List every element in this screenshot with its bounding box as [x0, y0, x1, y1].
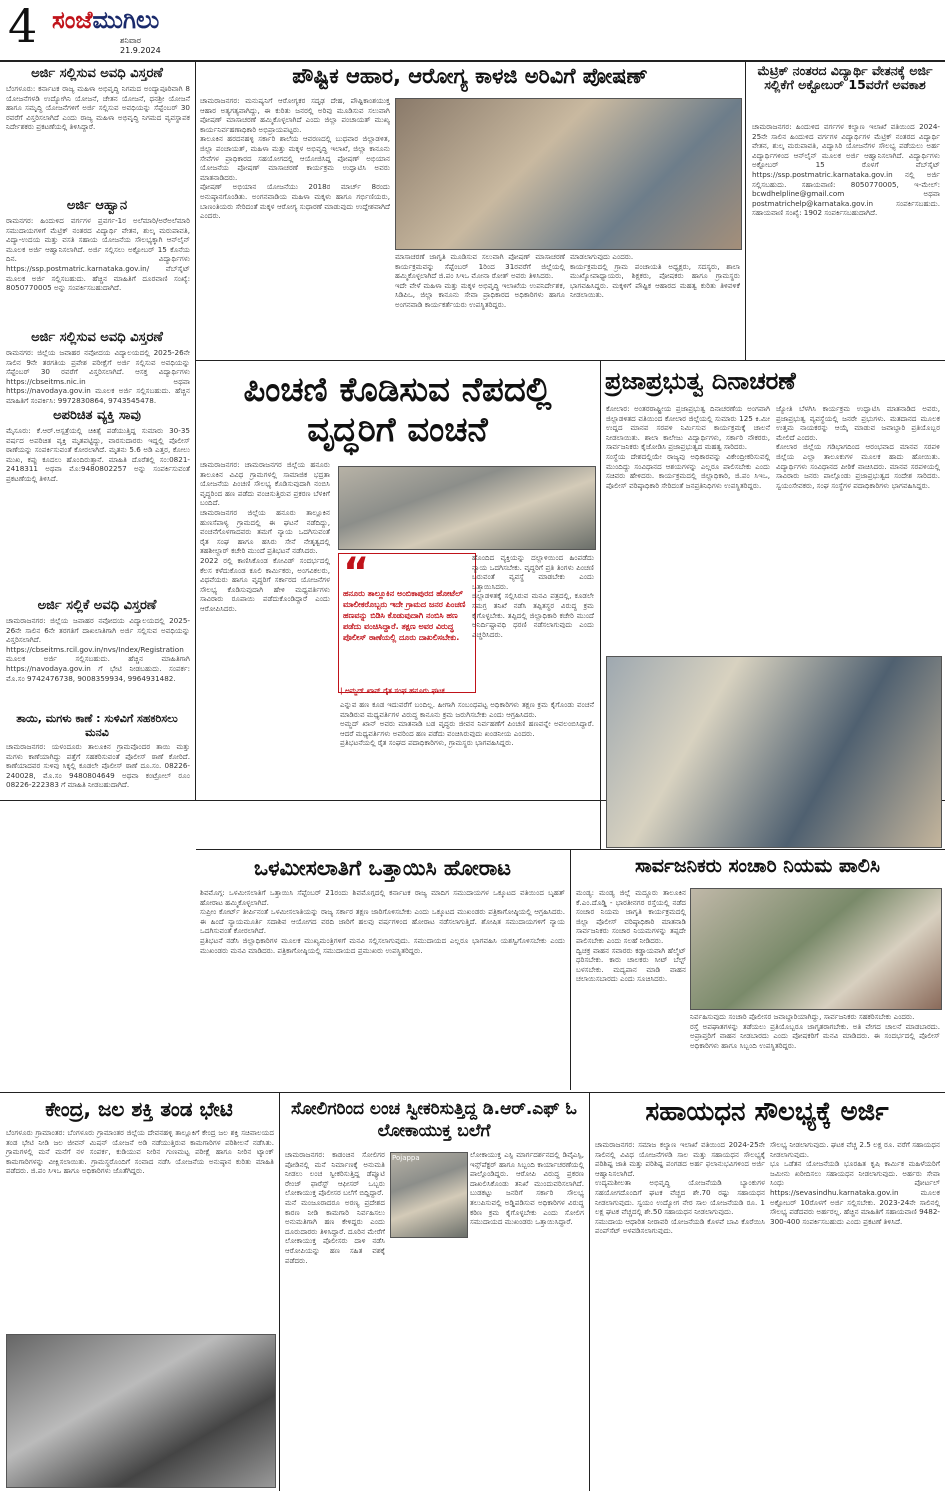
sidebar-headline-3: ಅರ್ಜಿ ಸಲ್ಲಿಸುವ ಅವಧಿ ವಿಸ್ತರಣೆ: [31, 330, 163, 345]
day: ಶನಿವಾರ: [120, 36, 142, 45]
subsidy-body-left: ಚಾಮರಾಜನಗರ: ಸಮಾಜ ಕಲ್ಯಾಣ ಇಲಾಖೆ ವತಿಯಿಂದ 2024-25ನೇ ಸಾಲಿನಲ್ಲಿ ವಿವಿಧ ಯೋಜನೆಗಳಡಿ ಸಾಲ ಮತ್ತು ಸಹಾಯಧನ ಸೌಲಭ್ಯಕ್ಕೆ ಪರಿಶಿಷ್ಟ ಜಾತಿ ಮತ್ತು ಪರಿಶಿಷ್ಟ ಪಂಗಡದ ಅರ್ಹ ಫಲಾನುಭವಿಗಳಿಂದ ಅರ್ಜಿ ಆಹ್ವಾನಿಸಲಾಗಿದೆ. ಉದ್ಯಮಶೀಲತಾ ಅಭಿವೃದ್ಧಿ ಯೋಜನೆಯಡಿ ಬ್ಯಾಂಕುಗಳ ಸಹಯೋಗದೊಂದಿಗೆ ಘಟಕ ವೆಚ್ಚದ ಶೇ.70 ರಷ್ಟು ಸಹಾಯಧನ ನೀಡಲಾಗುವುದು. ಸ್ವಯಂ ಉದ್ಯೋಗ ನೇರ ಸಾಲ ಯೋಜನೆಯಡಿ ರೂ. 1 ಲಕ್ಷ ಘಟಕ ವೆಚ್ಚದಲ್ಲಿ ಶೇ.50 ಸಹಾಯಧನ ನೀಡಲಾಗುವುದು. ಸಮುದಾಯ ಆಧಾರಿತ ನೀರಾವರಿ ಯೋಜನೆಯಡಿ ಕೊಳವೆ ಬಾವಿ ಕೊರೆಯಿಸಿ ಪಂಪ್‍ಸೆಟ್ ಅಳವಡಿಸಲಾಗುವುದು.: [595, 1140, 765, 1236]
lokayukta-body-right: ಲೋಕಾಯುಕ್ತ ಎಸ್ಪಿ ಮಾರ್ಗದರ್ಶನದಲ್ಲಿ ಡಿವೈಎಸ್ಪಿ, ಇನ್ಸ್‌ಪೆಕ್ಟರ್ ಹಾಗೂ ಸಿಬ್ಬಂದಿ ಕಾರ್ಯಾಚರಣೆಯಲ್ಲಿ ಪಾಲ್ಗೊಂಡಿದ್ದರು. ಆರೋಪಿ ವಿರುದ್ಧ ಪ್ರಕರಣ ದಾಖಲಿಸಿಕೊಂಡು ತನಿಖೆ ಮುಂದುವರಿಸಲಾಗಿದೆ. ಬುಡಕಟ್ಟು ಜನರಿಗೆ ಸರ್ಕಾರಿ ಸೌಲಭ್ಯ ತಲುಪಿಸುವಲ್ಲಿ ಅಡ್ಡಿಪಡಿಸುವ ಅಧಿಕಾರಿಗಳ ವಿರುದ್ಧ ಕಠಿಣ ಕ್ರಮ ಕೈಗೊಳ್ಳಬೇಕು ಎಂದು ಸೋಲಿಗ ಸಮುದಾಯದ ಮುಖಂಡರು ಒತ್ತಾಯಿಸಿದ್ದಾರೆ.: [470, 1150, 587, 1227]
sidebar-body-4: ಮೈಸೂರು: ಕೆ.ಆರ್.ಆಸ್ಪತ್ರೆಯಲ್ಲಿ ಚಿಕಿತ್ಸೆ ಪಡೆಯುತ್ತಿದ್ದ ಸುಮಾರು 30-35 ವರ್ಷದ ಅಪರಿಚಿತ ವ್ಯಕ್ತಿ ಮೃತಪಟ್ಟಿದ್ದು, ವಾರಸುದಾರರು ಇದ್ದಲ್ಲಿ ಪೊಲೀಸ್ ಠಾಣೆಯನ್ನು ಸಂಪರ್ಕಿಸುವಂತೆ ಕೋರಲಾಗಿದೆ. ಮೃತನು 5.6 ಅಡಿ ಎತ್ತರ, ಕೋಲು ಮುಖ, ಕಪ್ಪು ಕೂದಲು ಹೊಂದಿರುತ್ತಾನೆ. ಮಾಹಿತಿ ದೊರೆತಲ್ಲಿ ಸಂ:0821-2418311 ಅಥವಾ ಮೊ:9480802257 ಅನ್ನು ಸಂಪರ್ಕಿಸುವಂತೆ ಪ್ರಕಟಣೆಯಲ್ಲಿ ತಿಳಿಸಿದೆ.: [6, 426, 193, 483]
scholarship-divider: [745, 62, 746, 360]
democracy-headline: ಪ್ರಜಾಪ್ರಭುತ್ವ ದಿನಾಚರಣೆ: [605, 367, 796, 395]
traffic-divider: [570, 850, 571, 1090]
subsidy-body-right: ಸೌಲಭ್ಯ ನೀಡಲಾಗುವುದು. ಘಟಕ ವೆಚ್ಚ 2.5 ಲಕ್ಷ ರೂ. ವರೆಗೆ ಸಹಾಯಧನ ನೀಡಲಾಗುವುದು. ಭೂ ಒಡೆತನ ಯೋಜನೆಯಡಿ ಭೂರಹಿತ ಕೃಷಿ ಕಾರ್ಮಿಕ ಮಹಿಳೆಯರಿಗೆ ಜಮೀನು ಖರೀದಿಸಲು ಸಹಾಯಧನ ನೀಡಲಾಗುವುದು. ಅರ್ಹರು ಸೇವಾ ಸಿಂಧು ಪೋರ್ಟಲ್ https://sevasindhu.karnataka.gov.in ಮೂಲಕ ಅಕ್ಟೋಬರ್ 10ರೊಳಗೆ ಅರ್ಜಿ ಸಲ್ಲಿಸಬೇಕು. 2023-24ನೇ ಸಾಲಿನಲ್ಲಿ ಸೌಲಭ್ಯ ಪಡೆದವರು ಅರ್ಹರಲ್ಲ. ಹೆಚ್ಚಿನ ಮಾಹಿತಿಗೆ ಸಹಾಯವಾಣಿ 9482-300-400 ಸಂಪರ್ಕಿಸಬಹುದು ಎಂದು ಪ್ರಕಟಣೆ ತಿಳಿಸಿದೆ.: [770, 1140, 940, 1226]
lokayukta-headline: ಸೋಲಿಗರಿಂದ ಲಂಚ ಸ್ವೀಕರಿಸುತ್ತಿದ್ದ ಡಿ.ಆರ್.ಎಫ್ ಓ ಲೋಕಾಯುಕ್ತ ಬಲೆಗೆ: [291, 1099, 577, 1141]
masthead-rule: [0, 60, 945, 62]
sidebar-headline-5: ಅರ್ಜಿ ಸಲ್ಲಿಕೆ ಅವಧಿ ವಿಸ್ತರಣೆ: [37, 598, 157, 613]
accused-photo-caption: Pojappa: [392, 1154, 420, 1162]
poshan-body-right: ಮಾಸಾಚರಣೆ ಜಾಗೃತಿ ಮೂಡಿಸುವ ಸಲುವಾಗಿ ಪೋಷಣ್ ಮಾಸಾಚರಣೆ ಕಾರ್ಯಕ್ರಮವನ್ನು ಸೆಪ್ಟೆಂಬರ್ 1ರಿಂದ 31ರವರೆಗೆ ಜಿಲ್ಲೆಯಲ್ಲಿ ಹಮ್ಮಿಕೊಳ್ಳಲಾಗಿದೆ ಜಿ.ಪಂ ಸಿಇಒ ಮೋನಾ ರೋತ್ ಅವರು ತಿಳಿಸಿದರು. ಇದೇ ವೇಳೆ ಮಹಿಳಾ ಮತ್ತು ಮಕ್ಕಳ ಅಭಿವೃದ್ಧಿ ಇಲಾಖೆಯ ಉಪನಿರ್ದೇಶಕ, ಸಿಡಿಪಿಒ, ಜಿಲ್ಲಾ ಕಾನೂನು ಸೇವಾ ಪ್ರಾಧಿಕಾರದ ಅಧಿಕಾರಿಗಳು ಹಾಗೂ ಅಂಗನವಾಡಿ ಕಾರ್ಯಕರ್ತೆಯರು ಉಪಸ್ಥಿತರಿದ್ದರು.: [395, 252, 565, 309]
sidebar-body-1: ಬೆಂಗಳೂರು: ಕರ್ನಾಟಕ ರಾಜ್ಯ ಮಹಿಳಾ ಅಭಿವೃದ್ಧಿ ನಿಗಮದ ಅಂದ್ಯಾಪೂರಿವಾಗಿ 8 ಯೋಜನೆಗಳಡಿ ಉದ್ಯೋಗಿನಿ ಯೋಜನೆ, ಚೇತನ ಯೋಜನೆ, ಧನಶ್ರೀ ಯೋಜನೆ ಹಾಗೂ ಸಮೃದ್ಧಿ ಯೋಜನೆಗಳಿಗೆ ಅರ್ಜಿ ಸಲ್ಲಿಸುವ ಅವಧಿಯನ್ನು ಸೆಪ್ಟೆಂಬರ್ 30 ರವರೆಗೆ ವಿಸ್ತರಿಸಲಾಗಿದೆ ಎಂದು ರಾಜ್ಯ ಮಹಿಳಾ ಅಭಿವೃದ್ಧಿ ನಿಗಮದ ವ್ಯವಸ್ಥಾಪಕ ನಿರ್ದೇಶಕರು ಪ್ರಕಟಣೆಯಲ್ಲಿ ತಿಳಿಸಿದ್ದಾರೆ.: [6, 84, 193, 132]
central-team-visit-photo: [6, 1334, 276, 1488]
date: 21.9.2024: [120, 46, 161, 55]
pension-pull-quote: [338, 550, 476, 693]
democracy-body: ಕೋಲಾರ: ಅಂತರರಾಷ್ಟ್ರೀಯ ಪ್ರಜಾಪ್ರಭುತ್ವ ದಿನಾಚರಣೆಯ ಅಂಗವಾಗಿ ಜಿಲ್ಲಾಡಳಿತದ ವತಿಯಿಂದ ಕೋಲಾರ ಜಿಲ್ಲೆಯಲ್ಲಿ ಸುಮಾರು 125 ಕಿ.ಮೀ ಉದ್ದದ ಮಾನವ ಸರಪಳಿ ನಿರ್ಮಿಸುವ ಕಾರ್ಯಕ್ರಮಕ್ಕೆ ಚಾಲನೆ ನೀಡಲಾಯಿತು. ಶಾಲಾ ಕಾಲೇಜು ವಿದ್ಯಾರ್ಥಿಗಳು, ಸರ್ಕಾರಿ ನೌಕರರು, ಸಾರ್ವಜನಿಕರು ಕೈಜೋಡಿಸಿ ಪ್ರಜಾಪ್ರಭುತ್ವದ ಮಹತ್ವ ಸಾರಿದರು. ಸಂಸ್ಥೆಯ ದೇಶದಲ್ಲಿಯೇ ರಾಜ್ಯವು ಅಧಿಕಾರವನ್ನು ವಿಕೇಂದ್ರೀಕರಿಸುವಲ್ಲಿ ಮುಂದಿದ್ದು ಸಂವಿಧಾನದ ಆಶಯಗಳನ್ನು ಎಲ್ಲರೂ ಪಾಲಿಸಬೇಕು ಎಂದು ಸಚಿವರು ಹೇಳಿದರು. ಕಾರ್ಯಕ್ರಮದಲ್ಲಿ ಜಿಲ್ಲಾಧಿಕಾರಿ, ಜಿ.ಪಂ ಸಿಇಒ, ಪೊಲೀಸ್ ವರಿಷ್ಠಾಧಿಕಾರಿ ಸೇರಿದಂತೆ ಜನಪ್ರತಿನಿಧಿಗಳು ಉಪಸ್ಥಿತರಿದ್ದರು.: [606, 404, 770, 490]
logo-word-mugilu: ಮುಗಿಲು: [92, 6, 160, 34]
pension-protest-photo: [338, 466, 596, 550]
traffic-headline: ಸಾರ್ವಜನಿಕರು ಸಂಚಾರಿ ನಿಯಮ ಪಾಲಿಸಿ: [635, 855, 880, 877]
poshan-headline: ಪೌಷ್ಟಿಕ ಆಹಾರ, ಆರೋಗ್ಯ ಕಾಳಜಿ ಅರಿವಿಗೆ ಪೋಷಣ್: [292, 64, 648, 88]
sidebar-headline-2: ಅರ್ಜಿ ಆಹ್ವಾನ: [66, 198, 128, 213]
democracy-body-right: ಜ್ಯೋತಿ ಬೆಳಗಿಸಿ ಕಾರ್ಯಕ್ರಮ ಉದ್ಘಾಟಿಸಿ ಮಾತನಾಡಿದ ಅವರು, ಪ್ರಜಾಪ್ರಭುತ್ವ ವ್ಯವಸ್ಥೆಯಲ್ಲಿ ಜನರೇ ಪ್ರಭುಗಳು. ಮತದಾನದ ಮೂಲಕ ಉತ್ತಮ ನಾಯಕರನ್ನು ಆಯ್ಕೆ ಮಾಡುವ ಜವಾಬ್ದಾರಿ ಪ್ರತಿಯೊಬ್ಬರ ಮೇಲಿದೆ ಎಂದರು. ಕೋಲಾರ ಜಿಲ್ಲೆಯ ಗಡಿಭಾಗದಿಂದ ಆರಂಭವಾದ ಮಾನವ ಸರಪಳಿ ಜಿಲ್ಲೆಯ ಎಲ್ಲಾ ತಾಲೂಕುಗಳ ಮೂಲಕ ಹಾದು ಹೋಯಿತು. ವಿದ್ಯಾರ್ಥಿಗಳು ಸಂವಿಧಾನದ ಪೀಠಿಕೆ ವಾಚಿಸಿದರು. ಮಾನವ ಸರಪಳಿಯಲ್ಲಿ ಸಾವಿರಾರು ಜನರು ಪಾಲ್ಗೊಂಡು ಪ್ರಜಾಪ್ರಭುತ್ವದ ಸಂದೇಶ ಸಾರಿದರು. ಸ್ವಯಂಸೇವಕರು, ಸಂಘ ಸಂಸ್ಥೆಗಳ ಪದಾಧಿಕಾರಿಗಳು ಭಾಗವಹಿಸಿದ್ದರು.: [776, 404, 940, 490]
masthead: [0, 0, 945, 60]
traffic-body-left: ಮಂಡ್ಯ: ಮಂಡ್ಯ ಜಿಲ್ಲೆ ಮದ್ದೂರು ತಾಲೂಕಿನ ಕೆ.ಎಂ.ದೊಡ್ಡಿ - ಭಾರತೀನಗರ ರಸ್ತೆಯಲ್ಲಿ ನಡೆದ ಸಂಚಾರ ನಿಯಮ ಜಾಗೃತಿ ಕಾರ್ಯಕ್ರಮದಲ್ಲಿ ಜಿಲ್ಲಾ ಪೊಲೀಸ್ ವರಿಷ್ಠಾಧಿಕಾರಿ ಮಾತನಾಡಿ ಸಾರ್ವಜನಿಕರು ಸಂಚಾರ ನಿಯಮಗಳನ್ನು ತಪ್ಪದೇ ಪಾಲಿಸಬೇಕು ಎಂದು ಸಲಹೆ ನೀಡಿದರು. ದ್ವಿಚಕ್ರ ವಾಹನ ಸವಾರರು ಕಡ್ಡಾಯವಾಗಿ ಹೆಲ್ಮೆಟ್ ಧರಿಸಬೇಕು. ಕಾರು ಚಾಲಕರು ಸೀಟ್ ಬೆಲ್ಟ್ ಬಳಸಬೇಕು. ಮದ್ಯಪಾನ ಮಾಡಿ ವಾಹನ ಚಲಾಯಿಸಬಾರದು ಎಂದು ಸೂಚಿಸಿದರು.: [576, 888, 686, 984]
pension-quote-text: ಹನೂರು ತಾಲ್ಲೂಕಿನ ಅಂಬಿಕಾಪುರದ ಹೋಟೆಲ್ ಮಾಲೀಕರೊಬ್ಬರು ಇದೇ ಗ್ರಾಮದ ಜನರ ಪಿಂಚಣಿ ಹಣವನ್ನು ಬಿಡಿಸಿ ಕೊಡುವುದಾಗಿ ನಂಬಿಸಿ ಹಣ ಪಡೆದು ವಂಚಿಸಿದ್ದಾರೆ. ತಕ್ಷಣ ಅವರ ವಿರುದ್ಧ ಪೊಲೀಸ್ ಠಾಣೆಯಲ್ಲಿ ದೂರು ದಾಖಲಿಸಬೇಕು.: [343, 589, 466, 642]
scholarship-headline: ಮೆಟ್ರಿಕ್ ನಂತರದ ವಿದ್ಯಾರ್ಥಿ ವೇತನಕ್ಕೆ ಅರ್ಜಿ ಸಲ್ಲಿಕೆಗೆ ಅಕ್ಟೋಬರ್ 15ವರೆಗೆ ಅವಕಾಶ: [757, 63, 933, 93]
sidebar-headline-4: ಅಪರಿಚಿತ ವ್ಯಕ್ತಿ ಸಾವು: [53, 408, 141, 423]
rule-mid-top: [196, 360, 945, 361]
quote-mark-icon: “: [343, 550, 370, 596]
sidebar-headline-1: ಅರ್ಜಿ ಸಲ್ಲಿಸುವ ಅವಧಿ ವಿಸ್ತರಣೆ: [31, 66, 163, 81]
traffic-body-right: ನಿರ್ವಹಿಸುವುದು ಸಂಚಾರಿ ಪೊಲೀಸರ ಜವಾಬ್ದಾರಿಯಾಗಿದ್ದು, ಸಾರ್ವಜನಿಕರು ಸಹಕರಿಸಬೇಕು ಎಂದರು. ರಸ್ತೆ ಅಪಘಾತಗಳನ್ನು ತಡೆಯಲು ಪ್ರತಿಯೊಬ್ಬರೂ ಜಾಗೃತರಾಗಬೇಕು. ಅತಿ ವೇಗದ ಚಾಲನೆ ಮಾಡಬಾರದು. ಅಪ್ರಾಪ್ತರಿಗೆ ವಾಹನ ನೀಡಬಾರದು ಎಂದು ಪೋಷಕರಿಗೆ ಮನವಿ ಮಾಡಿದರು. ಈ ಸಂದರ್ಭದಲ್ಲಿ ಪೊಲೀಸ್ ಅಧಿಕಾರಿಗಳು ಹಾಗೂ ಸಿಬ್ಬಂದಿ ಉಪಸ್ಥಿತರಿದ್ದರು.: [690, 1012, 940, 1050]
pension-headline: ಪಿಂಚಣಿ ಕೊಡಿಸುವ ನೆಪದಲ್ಲಿ ವೃದ್ಧರಿಗೆ ವಂಚನೆ: [243, 370, 552, 450]
poshan-body-far: ಮಾಡಲಾಗುವುದು ಎಂದರು. ಕಾರ್ಯಕ್ರಮದಲ್ಲಿ ಗ್ರಾಮ ಪಂಚಾಯತಿ ಅಧ್ಯಕ್ಷರು, ಸದಸ್ಯರು, ಶಾಲಾ ಮುಖ್ಯೋಪಾಧ್ಯಾಯರು, ಶಿಕ್ಷಕರು, ಪೋಷಕರು ಹಾಗೂ ಗ್ರಾಮಸ್ಥರು ಭಾಗವಹಿಸಿದ್ದರು. ಮಕ್ಕಳಿಗೆ ಪೌಷ್ಟಿಕ ಆಹಾರದ ಮಹತ್ವ ಕುರಿತು ತಿಳಿವಳಿಕೆ ನೀಡಲಾಯಿತು.: [570, 252, 740, 300]
sidebar-body-2: ರಾಮನಗರ: ಹಿಂದುಳಿದ ವರ್ಗಗಳ ಪ್ರವರ್ಗ-1ರ ಅಲೆಮಾರಿ/ಅರೆಅಲೆಮಾರಿ ಸಮುದಾಯಗಳಿಗೆ ಮೆಟ್ರಿಕ್ ನಂತರದ ವಿದ್ಯಾರ್ಥಿ ವೇತನ, ಶುಲ್ಕ ಮರುಪಾವತಿ, ವಿದ್ಯಾ-ಉದಯ ಮತ್ತು ವಸತಿ ಸಹಾಯ ಯೋಜನೆಯ ಸೌಲಭ್ಯಕ್ಕಾಗಿ ಆನ್‍ಲೈನ್ ಮೂಲಕ ಅರ್ಜಿ ಆಹ್ವಾನಿಸಲಾಗಿದೆ. ಅರ್ಜಿ ಸಲ್ಲಿಸಲು ಅಕ್ಟೋಬರ್ 15 ಕೊನೆಯ ದಿನ. ವಿದ್ಯಾರ್ಥಿಗಳು https://ssp.postmatric.karnataka.gov.in/ ವೆಬ್‍ಸೈಟ್ ಮೂಲಕ ಅರ್ಜಿ ಸಲ್ಲಿಸಬಹುದು. ಹೆಚ್ಚಿನ ಮಾಹಿತಿಗೆ ದೂರವಾಣಿ ಸಂಖ್ಯೆ: 8050770005 ಅನ್ನು ಸಂಪರ್ಕಿಸಬಹುದಾಗಿದೆ.: [6, 216, 193, 293]
sidebar-headline-6: ತಾಯಿ, ಮಗಳು ಕಾಣೆ : ಸುಳಿವಿಗೆ ಸಹಕರಿಸಲು ಮನವಿ: [16, 712, 178, 739]
central-team-headline: ಕೇಂದ್ರ, ಜಲ ಶಕ್ತಿ ತಂಡ ಭೇಟಿ: [45, 1097, 233, 1121]
pension-body-mid: ಎನ್ನುವ ಹಣ ಕೂಡ ಇದುವರೆಗೆ ಬಂದಿಲ್ಲ. ಹೀಗಾಗಿ ಸಂಬಂಧಪಟ್ಟ ಅಧಿಕಾರಿಗಳು ತಕ್ಷಣ ಕ್ರಮ ಕೈಗೊಂಡು ವಂಚನೆ ಮಾಡಿರುವ ಮಧ್ಯವರ್ತಿಗಳ ವಿರುದ್ಧ ಕಾನೂನು ಕ್ರಮ ಜರುಗಿಸಬೇಕು ಎಂದು ಆಗ್ರಹಿಸಿದರು. ಅಮ್ಜದ್ ಖಾನ್ ಅವರು ಮಾತನಾಡಿ ಬಡ ವೃದ್ಧರು ಜೀವನ ನಿರ್ವಹಣೆಗೆ ಪಿಂಚಣಿ ಹಣವನ್ನೇ ಅವಲಂಬಿಸಿದ್ದಾರೆ. ಆದರೆ ಮಧ್ಯವರ್ತಿಗಳು ಅವರಿಂದ ಹಣ ಪಡೆದು ವಂಚಿಸಿರುವುದು ಖಂಡನೀಯ ಎಂದರು. ಪ್ರತಿಭಟನೆಯಲ್ಲಿ ರೈತ ಸಂಘದ ಪದಾಧಿಕಾರಿಗಳು, ಗ್ರಾಮಸ್ಥರು ಭಾಗವಹಿಸಿದ್ದರು.: [340, 700, 594, 748]
sidebar-body-3: ರಾಮನಗರ: ಜಿಲ್ಲೆಯ ಜವಾಹರ ನವೋದಯ ವಿದ್ಯಾಲಯದಲ್ಲಿ 2025-26ನೇ ಸಾಲಿನ 9ನೇ ತರಗತಿಯ ಪ್ರವೇಶ ಪರೀಕ್ಷೆಗೆ ಅರ್ಜಿ ಸಲ್ಲಿಸುವ ಅವಧಿಯನ್ನು ಸೆಪ್ಟೆಂಬರ್ 30 ರವರೆಗೆ ವಿಸ್ತರಿಸಲಾಗಿದೆ. ಆಸಕ್ತ ವಿದ್ಯಾರ್ಥಿಗಳು https://cbseitms.nic.in ಅಥವಾ https://navodaya.gov.in ಮೂಲಕ ಅರ್ಜಿ ಸಲ್ಲಿಸಬಹುದು. ಹೆಚ್ಚಿನ ಮಾಹಿತಿಗೆ ಸಂಪರ್ಕಿಸಿ: 9972830864, 9743545478.: [6, 348, 193, 405]
sidebar-body-5: ಚಾಮರಾಜನಗರ: ಜಿಲ್ಲೆಯ ಜವಾಹರ ನವೋದಯ ವಿದ್ಯಾಲಯದಲ್ಲಿ 2025-26ನೇ ಸಾಲಿನ 6ನೇ ತರಗತಿಗೆ ದಾಖಲಾತಿಗಾಗಿ ಅರ್ಜಿ ಸಲ್ಲಿಸುವ ಅವಧಿಯನ್ನು ವಿಸ್ತರಿಸಲಾಗಿದೆ. https://cbseitms.rcil.gov.in/nvs/Index/Registration ಮೂಲಕ ಅರ್ಜಿ ಸಲ್ಲಿಸಬಹುದು. ಹೆಚ್ಚಿನ ಮಾಹಿತಿಗಾಗಿ https://navodaya.gov.in ಗೆ ಭೇಟಿ ನೀಡಬಹುದು. ಸಂಪರ್ಕ: ಮೊ.ಸಂ 9742476738, 9008359934, 9964931482.: [6, 616, 193, 683]
democracy-divider: [600, 361, 601, 849]
reservation-body: ಶಿವಮೊಗ್ಗ: ಒಳಮೀಸಲಾತಿಗೆ ಒತ್ತಾಯಿಸಿ ಸೆಪ್ಟೆಂಬರ್ 21ರಂದು ಶಿವಮೊಗ್ಗದಲ್ಲಿ ಕರ್ನಾಟಕ ರಾಜ್ಯ ಮಾದಿಗ ಸಮುದಾಯಗಳ ಒಕ್ಕೂಟದ ವತಿಯಿಂದ ಬೃಹತ್ ಹೋರಾಟ ಹಮ್ಮಿಕೊಳ್ಳಲಾಗಿದೆ. ಸುಪ್ರೀಂ ಕೋರ್ಟ್ ತೀರ್ಪಿನಂತೆ ಒಳಮೀಸಲಾತಿಯನ್ನು ರಾಜ್ಯ ಸರ್ಕಾರ ತಕ್ಷಣ ಜಾರಿಗೊಳಿಸಬೇಕು ಎಂದು ಒಕ್ಕೂಟದ ಮುಖಂಡರು ಪತ್ರಿಕಾಗೋಷ್ಠಿಯಲ್ಲಿ ಆಗ್ರಹಿಸಿದರು. ಈ ಹಿಂದೆ ನ್ಯಾಯಮೂರ್ತಿ ಸದಾಶಿವ ಆಯೋಗದ ವರದಿ ಜಾರಿಗೆ ಹಲವು ವರ್ಷಗಳಿಂದ ಹೋರಾಟ ನಡೆಸಲಾಗುತ್ತಿದೆ. ಶೋಷಿತ ಸಮುದಾಯಗಳಿಗೆ ನ್ಯಾಯ ಒದಗಿಸುವಂತೆ ಕೋರಲಾಗಿದೆ. ಪ್ರತಿಭಟನೆ ನಡೆಸಿ ಜಿಲ್ಲಾಧಿಕಾರಿಗಳ ಮೂಲಕ ಮುಖ್ಯಮಂತ್ರಿಗಳಿಗೆ ಮನವಿ ಸಲ್ಲಿಸಲಾಗುವುದು. ಸಮುದಾಯದ ಎಲ್ಲರೂ ಭಾಗವಹಿಸಿ ಯಶಸ್ವಿಗೊಳಿಸಬೇಕು ಎಂದು ಮುಖಂಡರು ಮನವಿ ಮಾಡಿದರು. ಪತ್ರಿಕಾಗೋಷ್ಠಿಯಲ್ಲಿ ಸಮುದಾಯದ ಪ್ರಮುಖರು ಉಪಸ್ಥಿತರಿದ್ದರು.: [200, 888, 565, 955]
scholarship-body: ಚಾಮರಾಜನಗರ: ಹಿಂದುಳಿದ ವರ್ಗಗಳ ಕಲ್ಯಾಣ ಇಲಾಖೆ ವತಿಯಿಂದ 2024-25ನೇ ಸಾಲಿನ ಹಿಂದುಳಿದ ವರ್ಗಗಳ ವಿದ್ಯಾರ್ಥಿಗಳ ಮೆಟ್ರಿಕ್ ನಂತರದ ವಿದ್ಯಾರ್ಥಿ ವೇತನ, ಶುಲ್ಕ ಮರುಪಾವತಿ, ವಿದ್ಯಾಸಿರಿ ಯೋಜನೆಗಳ ಸೌಲಭ್ಯ ಪಡೆಯಲು ಅರ್ಹ ವಿದ್ಯಾರ್ಥಿಗಳಿಂದ ಆನ್‍ಲೈನ್ ಮೂಲಕ ಅರ್ಜಿ ಆಹ್ವಾನಿಸಲಾಗಿದೆ. ವಿದ್ಯಾರ್ಥಿಗಳು ಅಕ್ಟೋಬರ್ 15 ರೊಳಗೆ ವೆಬ್‍ಸೈಟ್ https://ssp.postmatric.karnataka.gov.in ನಲ್ಲಿ ಅರ್ಜಿ ಸಲ್ಲಿಸಬಹುದು. ಸಹಾಯವಾಣಿ: 8050770005, ಇ-ಮೇಲ್: bcwdhelpline@gmail.com ಅಥವಾ postmatrichelp@karnataka.gov.in ಸಂಪರ್ಕಿಸಬಹುದು. ಸಹಾಯವಾಣಿ ಸಂಖ್ಯೆ: 1902 ಸಂಪರ್ಕಿಸಬಹುದಾಗಿದೆ.: [752, 122, 943, 218]
logo-word-sanje: ಸಂಜೆ: [52, 6, 93, 34]
pension-quote-attribution: | ಅಮ್ಜದ್ ಖಾನ್ ರೈತ ಸಂಘ ಹನೂರು ಘಟಕ: [340, 686, 445, 695]
reservation-headline: ಒಳಮೀಸಲಾತಿಗೆ ಒತ್ತಾಯಿಸಿ ಹೋರಾಟ: [254, 856, 511, 880]
subsidy-divider: [589, 1093, 590, 1491]
lokayukta-body-left: ಚಾಮರಾಜನಗರ: ಕಾಡಂಚಿನ ಸೋಲಿಗರ ಪೋಡಿನಲ್ಲಿ ಮನೆ ನಿರ್ಮಾಣಕ್ಕೆ ಅನುಮತಿ ನೀಡಲು ಲಂಚ ಸ್ವೀಕರಿಸುತ್ತಿದ್ದ ಡೆಪ್ಯೂಟಿ ರೇಂಜ್ ಫಾರೆಸ್ಟ್ ಆಫೀಸರ್ ಒಬ್ಬರು ಲೋಕಾಯುಕ್ತ ಪೊಲೀಸರ ಬಲೆಗೆ ಬಿದ್ದಿದ್ದಾರೆ. ಮನೆ ಮಂಜೂರಾದರೂ ಅರಣ್ಯ ಪ್ರದೇಶದ ಕಾರಣ ನೀಡಿ ಕಾಮಗಾರಿ ನಿರ್ವಹಿಸಲು ಅನುಮತಿಗಾಗಿ ಹಣ ಕೇಳಿದ್ದರು ಎಂದು ದೂರುದಾರರು ತಿಳಿಸಿದ್ದಾರೆ. ದೂರಿನ ಮೇರೆಗೆ ಲೋಕಾಯುಕ್ತ ಪೊಲೀಸರು ದಾಳಿ ನಡೆಸಿ ಆರೋಪಿಯನ್ನು ಹಣ ಸಹಿತ ವಶಕ್ಕೆ ಪಡೆದರು.: [285, 1150, 385, 1265]
poshan-event-photo: [395, 98, 742, 250]
rule-bottom-row: [0, 1092, 945, 1093]
sidebar-divider: [195, 62, 196, 800]
democracy-human-chain-photo: [606, 656, 942, 848]
traffic-awareness-photo: [690, 888, 942, 1010]
lokayukta-divider: [279, 1093, 280, 1491]
subsidy-headline: ಸಹಾಯಧನ ಸೌಲಭ್ಯಕ್ಕೆ ಅರ್ಜಿ: [645, 1097, 889, 1127]
pension-body-left: ಚಾಮರಾಜನಗರ: ಚಾಮರಾಜನಗರ ಜಿಲ್ಲೆಯ ಹನೂರು ತಾಲೂಕಿನ ವಿವಿಧ ಗ್ರಾಮಗಳಲ್ಲಿ ಸಾಮಾಜಿಕ ಭದ್ರತಾ ಯೋಜನೆಯ ಪಿಂಚಣಿ ಸೌಲಭ್ಯ ಕೊಡಿಸುವುದಾಗಿ ನಂಬಿಸಿ ವೃದ್ಧರಿಂದ ಹಣ ಪಡೆದು ವಂಚಿಸುತ್ತಿರುವ ಪ್ರಕರಣ ಬೆಳಕಿಗೆ ಬಂದಿದೆ. ಚಾಮರಾಜನಗರ ಜಿಲ್ಲೆಯ ಹನೂರು ತಾಲ್ಲೂಕಿನ ಹುಣಸೆಪಾಳ್ಯ ಗ್ರಾಮದಲ್ಲಿ ಈ ಘಟನೆ ನಡೆದಿದ್ದು, ವಂಚನೆಗೊಳಗಾದವರು ತಮಗೆ ನ್ಯಾಯ ಒದಗಿಸುವಂತೆ ರೈತ ಸಂಘ ಹಾಗೂ ಹಸಿರು ಸೇನೆ ನೇತೃತ್ವದಲ್ಲಿ ತಹಶೀಲ್ದಾರ್ ಕಚೇರಿ ಮುಂದೆ ಪ್ರತಿಭಟನೆ ನಡೆಸಿದರು. 2022 ರಲ್ಲಿ ಕಾಣಿಸಿಕೊಂಡ ಕೋವಿಡ್ ಸಂದರ್ಭದಲ್ಲಿ ಕೆಲಸ ಕಳೆದುಕೊಂಡ ಕೂಲಿ ಕಾರ್ಮಿಕರು, ಅಂಗವಿಕಲರು, ವಿಧವೆಯರು ಹಾಗೂ ವೃದ್ಧರಿಗೆ ಸರ್ಕಾರದ ಯೋಜನೆಗಳ ಸೌಲಭ್ಯ ಕೊಡಿಸುವುದಾಗಿ ಹೇಳಿ ಮಧ್ಯವರ್ತಿಗಳು ಸಾವಿರಾರು ರೂಪಾಯಿ ಪಡೆದುಕೊಂಡಿದ್ದಾರೆ ಎಂದು ಆರೋಪಿಸಿದರು.: [200, 460, 330, 613]
accused-portrait-photo: [390, 1152, 468, 1238]
page-number: 4: [8, 0, 38, 53]
pension-body-right: ಹೊಂದಿದ ವ್ಯಕ್ತಿಯನ್ನು ದಲ್ಲಾಳಿಯಿಂದ ಹಿಂಪಡೆದು ನ್ಯಾಯ ಒದಗಿಸಬೇಕು. ವೃದ್ಧರಿಗೆ ಪ್ರತಿ ತಿಂಗಳು ಪಿಂಚಣಿ ಬರುವಂತೆ ವ್ಯವಸ್ಥೆ ಮಾಡಬೇಕು ಎಂದು ಒತ್ತಾಯಿಸಿದರು. ಜಿಲ್ಲಾಡಳಿತಕ್ಕೆ ಸಲ್ಲಿಸಿರುವ ಮನವಿ ಪತ್ರದಲ್ಲಿ, ಕೂಡಲೇ ಸಮಗ್ರ ತನಿಖೆ ನಡೆಸಿ ತಪ್ಪಿತಸ್ಥರ ವಿರುದ್ಧ ಕ್ರಮ ಕೈಗೊಳ್ಳಬೇಕು. ತಪ್ಪಿದಲ್ಲಿ ಜಿಲ್ಲಾಧಿಕಾರಿ ಕಚೇರಿ ಮುಂದೆ ಅನಿರ್ದಿಷ್ಟಾವಧಿ ಧರಣಿ ನಡೆಸಲಾಗುವುದು ಎಂದು ಎಚ್ಚರಿಸಿದರು.: [472, 553, 594, 639]
dateline: [120, 36, 161, 56]
poshan-body-left: ಚಾಮರಾಜನಗರ: ಮನುಷ್ಯನಿಗೆ ಆರೋಗ್ಯಕರ ಸದೃಢ ದೇಹ, ಪೌಷ್ಟಿಕಾಂಶಯುಕ್ತ ಆಹಾರ ಅತ್ಯಗತ್ಯವಾಗಿದ್ದು, ಈ ಕುರಿತು ಜನರಲ್ಲಿ ಅರಿವು ಮೂಡಿಸುವ ಸಲುವಾಗಿ ಪೋಷಣ್ ಮಾಸಾಚರಣೆ ಹಮ್ಮಿಕೊಳ್ಳಲಾಗಿದೆ ಎಂದು ಜಿಲ್ಲಾ ಪಂಚಾಯತ್ ಮುಖ್ಯ ಕಾರ್ಯನಿರ್ವಹಣಾಧಿಕಾರಿ ಅಭಿಪ್ರಾಯಪಟ್ಟರು. ತಾಲೂಕಿನ ಹರದನಹಳ್ಳಿ ಸರ್ಕಾರಿ ಶಾಲೆಯ ಆವರಣದಲ್ಲಿ ಬುಧವಾರ ಜಿಲ್ಲಾಡಳಿತ, ಜಿಲ್ಲಾ ಪಂಚಾಯತ್, ಮಹಿಳಾ ಮತ್ತು ಮಕ್ಕಳ ಅಭಿವೃದ್ಧಿ ಇಲಾಖೆ, ಜಿಲ್ಲಾ ಕಾನೂನು ಸೇವೆಗಳ ಪ್ರಾಧಿಕಾರದ ಸಹಯೋಗದಲ್ಲಿ ಆಯೋಜಿಸಿದ್ದ ಪೋಷಣ್ ಅಭಿಯಾನ ಯೋಜನೆಯ ಪೋಷಣ್ ಮಾಸಾಚರಣೆ ಕಾರ್ಯಕ್ರಮ ಉದ್ಘಾಟಿಸಿ ಅವರು ಮಾತನಾಡಿದರು. ಪೋಷಣ್ ಅಭಿಯಾನ ಯೋಜನೆಯು 2018ರ ಮಾರ್ಚ್ 8ರಂದು ಅನುಷ್ಠಾನಗೊಂಡಿತು. ಅಂಗನವಾಡಿಯ ಮಹಿಳಾ ಮಕ್ಕಳು ಹಾಗೂ ಗರ್ಭಿಣಿಯರು, ಬಾಣಂತಿಯರು ಸೇರಿದಂತೆ ಮಕ್ಕಳ ಆರೋಗ್ಯ ಸುಧಾರಣೆ ಮಾಡುವುದು ಉದ್ದೇಶವಾಗಿದೆ ಎಂದರು.: [200, 96, 390, 221]
sidebar-body-6: ಚಾಮರಾಜನಗರ: ಯಳಂದೂರು ತಾಲೂಕಿನ ಗ್ರಾಮವೊಂದರ ತಾಯಿ ಮತ್ತು ಮಗಳು ಕಾಣೆಯಾಗಿದ್ದು ಪತ್ತೆಗೆ ಸಹಕರಿಸುವಂತೆ ಪೊಲೀಸ್ ಠಾಣೆ ಕೋರಿದೆ. ಕಾಣೆಯಾದವರ ಸುಳಿವು ಸಿಕ್ಕಲ್ಲಿ ಕೂಡಲೇ ಪೊಲೀಸ್ ಠಾಣೆ ದೂ.ಸಂ. 08226-240028, ಮೊ.ಸಂ 9480804649 ಅಥವಾ ಕಂಟ್ರೋಲ್ ರೂಂ 08226-222383 ಗೆ ಮಾಹಿತಿ ನೀಡಬಹುದಾಗಿದೆ.: [6, 742, 193, 790]
central-team-body: ಬೆಂಗಳೂರು ಗ್ರಾಮಾಂತರ: ಬೆಂಗಳೂರು ಗ್ರಾಮಾಂತರ ಜಿಲ್ಲೆಯ ದೇವನಹಳ್ಳಿ ತಾಲ್ಲೂಕಿಗೆ ಕೇಂದ್ರ ಜಲ ಶಕ್ತಿ ಸಚಿವಾಲಯದ ತಂಡ ಭೇಟಿ ನೀಡಿ ಜಲ ಜೀವನ್ ಮಿಷನ್ ಯೋಜನೆ ಅಡಿ ನಡೆಯುತ್ತಿರುವ ಕಾಮಗಾರಿಗಳ ಪರಿಶೀಲನೆ ನಡೆಸಿತು. ಗ್ರಾಮಗಳಲ್ಲಿ ಮನೆ ಮನೆಗೆ ನಳ ಸಂಪರ್ಕ, ಕುಡಿಯುವ ನೀರಿನ ಗುಣಮಟ್ಟ ಪರೀಕ್ಷೆ ಹಾಗೂ ನೀರಿನ ಟ್ಯಾಂಕ್ ಕಾಮಗಾರಿಗಳನ್ನು ವೀಕ್ಷಿಸಲಾಯಿತು. ಗ್ರಾಮಸ್ಥರೊಂದಿಗೆ ಸಂವಾದ ನಡೆಸಿ ಯೋಜನೆಯ ಅನುಷ್ಠಾನ ಕುರಿತು ಮಾಹಿತಿ ಪಡೆದರು. ಜಿ.ಪಂ ಸಿಇಒ ಹಾಗೂ ಅಧಿಕಾರಿಗಳು ಜೊತೆಗಿದ್ದರು.: [6, 1128, 277, 1176]
newspaper-logo: [52, 6, 159, 34]
